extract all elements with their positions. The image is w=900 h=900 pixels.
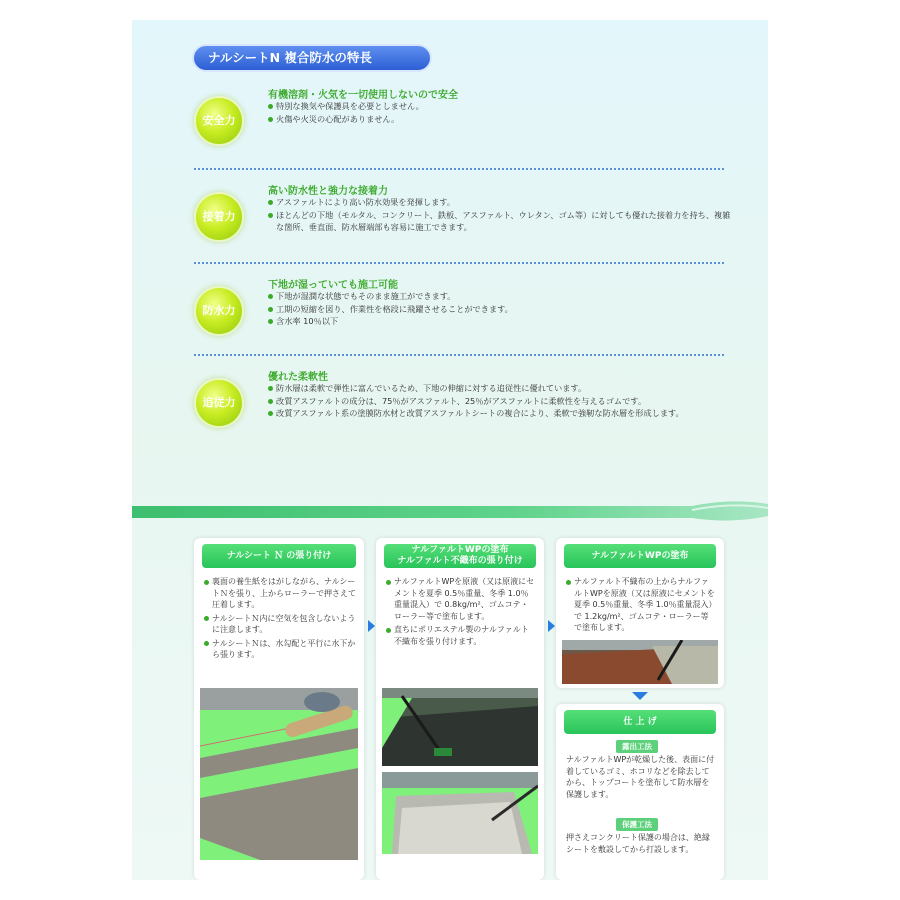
feature-heading: 有機溶剤・火気を一切使用しないので安全 [268,90,458,101]
feature-heading: 優れた柔軟性 [268,372,328,383]
feature-bullets [268,196,738,234]
list-item: 改質アスファルト系の塗膜防水材と改質アスファルトシートの複合により、柔軟で強靭な防水層を形成します。 [268,407,738,420]
dotted-divider [194,262,724,264]
exposed-method-text: ナルファルトWPが乾燥した後、表面に付着しているゴミ、ホコリなどを除去してから、トップコートを塗布して防水層を保護します。 [566,755,715,799]
list-item: 火傷や火災の心配がありません。 [268,113,738,126]
step-bullets [204,576,356,663]
finish-title: 仕 上 げ [564,710,716,734]
list-item: ナルファルト不織布の上からナルファルトWPを原液（又は原液にセメントを夏季 0.5％重量、冬季 1.0％重量混入）で 1.2kg/m²、ゴムコテ・ローラー等で塗布します。 [566,576,716,634]
photo-sheet-rolling [200,688,358,860]
list-item: ほとんどの下地（モルタル、コンクリート、鉄板、アスファルト、ウレタン、ゴム等）に対しても優れた接着力を持ち、複雑な箇所、垂直面、防水層端部も容易に施工できます。 [268,209,738,234]
dotted-divider [194,168,724,170]
step-title: ナルファルトWPの塗布 [564,544,716,568]
step-bullets [386,576,536,649]
feature-bullets [268,290,738,328]
exposed-method-tag: 露出工法 [616,740,658,753]
badge-adhesion: 接着力 [194,192,244,242]
feature-bullets [268,382,738,420]
list-item: アスファルトにより高い防水効果を発揮します。 [268,196,738,209]
list-item: ナルファルトWPを原液（又は原液にセメントを夏季 0.5％重量、冬季 1.0％重量混入）で 0.8kg/m²、ゴムコテ・ローラー等で塗布します。 [386,576,536,622]
green-wave-divider [132,498,768,524]
step-title-line2: ナルファルト不織布の張り付け [397,556,523,566]
arrow-down-icon [632,692,648,700]
badge-flexibility: 追従力 [194,378,244,428]
brochure-page [132,20,768,880]
step-card-3 [556,538,724,688]
step-title: ナルシート Ｎ の張り付け [202,544,356,568]
feature-heading: 高い防水性と強力な接着力 [268,186,388,197]
arrow-right-icon [368,620,375,632]
list-item: 特別な換気や保護具を必要としません。 [268,100,738,113]
photo-coating-roller [382,688,538,766]
dotted-divider [194,354,724,356]
list-item: 改質アスファルトの成分は、75％がアスファルト、25％がアスファルトに柔軟性を与えるゴムです。 [268,395,738,408]
protected-method-tag: 保護工法 [616,818,658,831]
list-item: 下地が湿潤な状態でもそのまま施工ができます。 [268,290,738,303]
feature-bullets [268,100,738,125]
photo-nonwoven-sheet [382,772,538,854]
step-card-1 [194,538,364,880]
badge-safety: 安全力 [194,96,244,146]
list-item: 工期の短縮を図り、作業性を格段に飛躍させることができます。 [268,303,738,316]
step-title [384,544,536,568]
section-title: ナルシートN 複合防水の特長 [192,44,432,72]
list-item: 含水率 10％以下 [268,315,738,328]
list-item: ナルシートＮ内に空気を包含しないように注意します。 [204,613,356,636]
step-title-line1: ナルファルトWPの塗布 [411,545,509,555]
step-bullets [566,576,716,636]
badge-waterproof: 防水力 [194,286,244,336]
list-item: 裏面の養生紙をはがしながら、ナルシートＮを張り、上からローラーで押さえて圧着します。 [204,576,356,611]
list-item: 防水層は柔軟で弾性に富んでいるため、下地の伸縮に対する追従性に優れています。 [268,382,738,395]
photo-wp-coating [562,640,718,684]
protected-method-text: 押さえコンクリート保護の場合は、絶縁シートを敷設してから打設します。 [566,833,710,854]
list-item: 直ちにポリエステル製のナルファルト不織布を張り付けます。 [386,624,536,647]
list-item: ナルシートＮは、水勾配と平行に水下から張ります。 [204,638,356,661]
step-card-2 [376,538,544,880]
feature-heading: 下地が湿っていても施工可能 [268,280,398,291]
arrow-right-icon [548,620,555,632]
finish-card [556,704,724,880]
